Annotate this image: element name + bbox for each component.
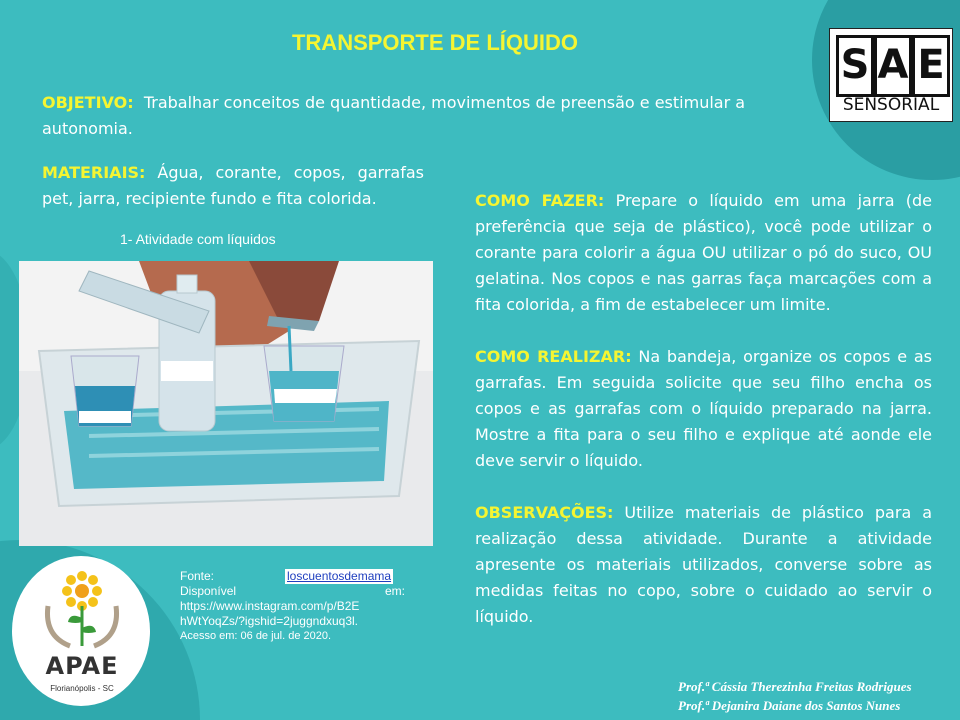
como-realizar-text: Na bandeja, organize os copos e as garrafas. Em seguida solicite que seu filho encha os copos e as garrafas com o líquido preparado na jarra. Mostre a fita para o seu filho e explique até aonde ele deve servir o líquido. xyxy=(475,347,933,470)
source-link[interactable]: loscuentosdemama xyxy=(287,569,392,583)
objetivo-text: Trabalhar conceitos de quantidade, movimentos de preensão e estimular a autonomia. xyxy=(42,93,746,138)
fonte-acesso: Acesso em: 06 de jul. de 2020. xyxy=(180,630,332,642)
apae-city: Florianópolis - SC xyxy=(50,684,114,693)
como-realizar-paragraph xyxy=(475,344,932,474)
sae-sensorial-logo xyxy=(829,28,953,122)
objetivo-paragraph: OBJETIVO: Trabalhar conceitos de quantidade, movimentos de preensão e estimular a autonomia. xyxy=(42,93,746,138)
como-fazer-text: Prepare o líquido em uma jarra (de preferência que seja de plástico), você pode utilizar o corante para colorir a água OU utilizar o pó do suco, OU gelatina. Nos copos e nas garras faça marcações com a fita colorida, a fim de estabelecer um limite. xyxy=(475,191,932,314)
objetivo-label: OBJETIVO xyxy=(42,93,128,112)
observacoes-label: OBSERVAÇÕES: xyxy=(475,503,614,522)
como-realizar-label: COMO REALIZAR: xyxy=(475,347,632,366)
materiais-text: Água, corante, copos, garrafas pet, jarra, recipiente fundo e fita colorida. xyxy=(42,163,424,208)
source-citation xyxy=(180,569,405,644)
sae-letter-e: E xyxy=(912,35,950,97)
como-fazer-label: COMO FAZER: xyxy=(475,191,605,210)
fonte-url-line-1: https://www.instagram.com/p/B2E xyxy=(180,599,360,613)
como-fazer-paragraph xyxy=(475,188,932,318)
sae-subtitle: SENSORIAL xyxy=(842,95,940,115)
fonte-em: em: xyxy=(384,584,405,598)
observacoes-paragraph xyxy=(475,500,932,630)
fonte-label: Fonte: xyxy=(180,569,215,583)
apae-flower-icon xyxy=(40,566,124,650)
sae-letter-a: A xyxy=(874,35,912,97)
credit-line-2: Prof.ª Dejanira Daiane dos Santos Nunes xyxy=(678,698,901,713)
teacher-credits xyxy=(678,677,950,715)
page-title: TRANSPORTE DE LÍQUIDO xyxy=(291,30,578,55)
credit-line-1: Prof.ª Cássia Therezinha Freitas Rodrigues xyxy=(678,679,912,694)
instructions-column xyxy=(475,188,932,656)
fonte-url-line-2: hWtYoqZs/?igshid=2juggndxuq3l. xyxy=(180,614,359,628)
observacoes-text: Utilize materiais de plástico para a realização dessa atividade. Durante a atividade apresente os materiais utilizados, converse sobre as medidas feitas no copo, sobre o cuidado ao servir o líquido. xyxy=(475,503,932,626)
materiais-paragraph xyxy=(42,160,424,212)
apae-name: APAE xyxy=(45,652,119,680)
materiais-label: MATERIAIS: xyxy=(42,163,146,182)
activity-photo xyxy=(19,261,433,546)
sae-letter-s: S xyxy=(836,35,874,97)
photo-caption: 1- Atividade com líquidos xyxy=(120,231,276,247)
fonte-disponivel: Disponível xyxy=(180,584,237,598)
